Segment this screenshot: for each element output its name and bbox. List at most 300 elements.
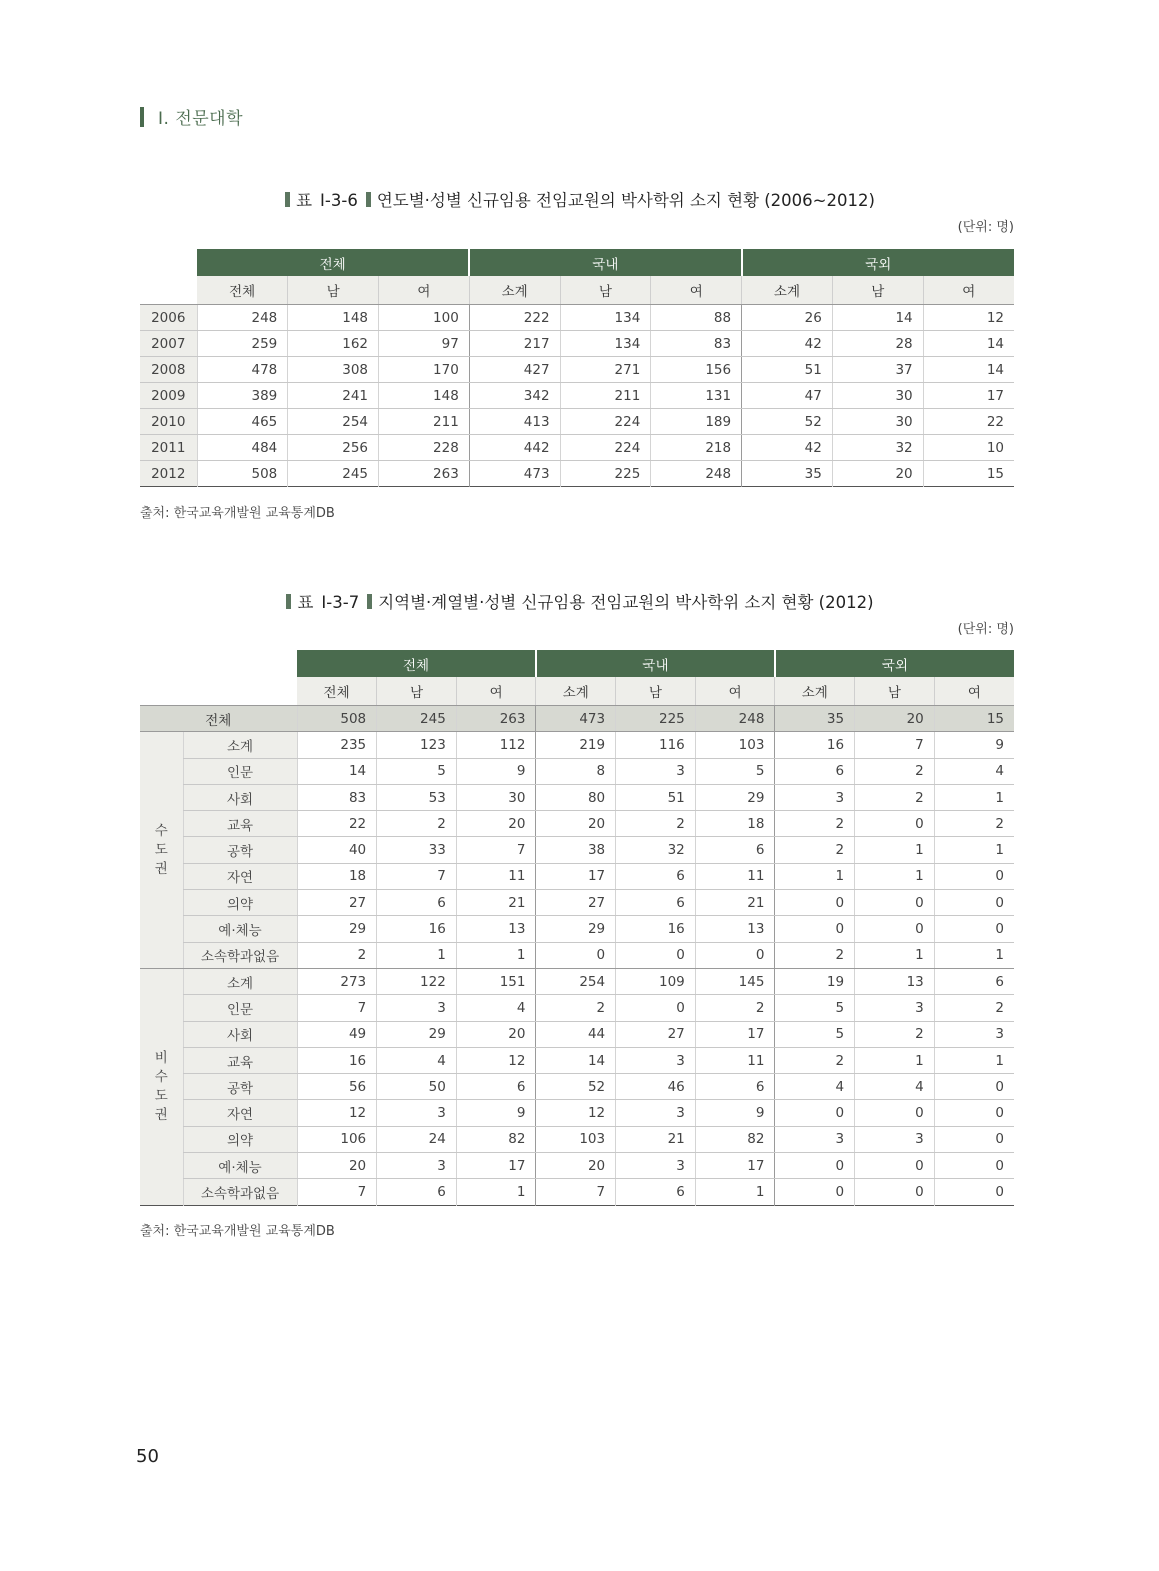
table-cell: 21: [456, 890, 536, 916]
table-cell: 20: [297, 1153, 377, 1179]
table-cell: 16: [616, 916, 696, 942]
table2-group-header: 국외: [775, 650, 1014, 677]
table-cell: 2: [695, 995, 775, 1021]
table-cell: 7: [536, 1179, 616, 1205]
table-cell: 51: [742, 357, 833, 383]
table-cell: 263: [379, 461, 470, 487]
table2-caption: [140, 589, 1014, 613]
table-cell: 52: [742, 409, 833, 435]
year-label: 2011: [140, 435, 197, 461]
table-cell: 29: [297, 916, 377, 942]
table-cell: 4: [934, 758, 1014, 784]
table-cell: 5: [775, 995, 855, 1021]
table-cell: 6: [695, 1074, 775, 1100]
table-cell: 30: [832, 409, 923, 435]
table-row: [140, 409, 1014, 435]
table-cell: 17: [695, 1021, 775, 1047]
table-cell: 1: [775, 863, 855, 889]
category-label: 의약: [183, 1126, 297, 1152]
table-cell: 2: [855, 784, 935, 810]
table-cell: 123: [377, 732, 457, 758]
table-cell: 6: [616, 890, 696, 916]
table-cell: 14: [536, 1047, 616, 1073]
table-cell: 38: [536, 837, 616, 863]
table1-caption-title: 연도별·성별 신규임용 전임교원의 박사학위 소지 현황 (2006~2012): [376, 191, 875, 210]
table-cell: 11: [695, 1047, 775, 1073]
table-row: [140, 383, 1014, 409]
table-cell: 7: [456, 837, 536, 863]
table-cell: 148: [288, 305, 379, 331]
table2-caption-number: Ⅰ-3-7: [321, 593, 360, 612]
table-cell: 80: [536, 784, 616, 810]
table-cell: 9: [934, 732, 1014, 758]
table-cell: 273: [297, 968, 377, 994]
caption-marker-icon: [286, 594, 291, 609]
table-cell: 245: [377, 706, 457, 732]
table-cell: 0: [934, 916, 1014, 942]
table-cell: 2: [377, 811, 457, 837]
table-cell: 245: [288, 461, 379, 487]
table-cell: 6: [775, 758, 855, 784]
table1: [140, 249, 1014, 487]
table-cell: 18: [297, 863, 377, 889]
table-cell: 7: [297, 995, 377, 1021]
table-cell: 116: [616, 732, 696, 758]
table2-sub-header: 여: [456, 677, 536, 706]
table-cell: 0: [855, 1153, 935, 1179]
table-cell: 248: [695, 706, 775, 732]
table-row: [140, 890, 1014, 916]
table-cell: 465: [197, 409, 288, 435]
table-cell: 0: [934, 1100, 1014, 1126]
table-cell: 122: [377, 968, 457, 994]
table-cell: 0: [536, 942, 616, 968]
table-cell: 1: [456, 942, 536, 968]
table-cell: 151: [456, 968, 536, 994]
caption-marker-icon: [366, 192, 371, 207]
year-label: 2009: [140, 383, 197, 409]
table-cell: 8: [536, 758, 616, 784]
table-cell: 20: [456, 811, 536, 837]
table-cell: 148: [379, 383, 470, 409]
table-cell: 16: [775, 732, 855, 758]
table-cell: 478: [197, 357, 288, 383]
table1-corner: [140, 249, 197, 276]
table-cell: 4: [855, 1074, 935, 1100]
table-cell: 83: [297, 784, 377, 810]
table-cell: 218: [651, 435, 742, 461]
table-cell: 0: [855, 1100, 935, 1126]
category-label: 자연: [183, 863, 297, 889]
category-label: 사회: [183, 1021, 297, 1047]
table-cell: 9: [456, 1100, 536, 1126]
table-cell: 28: [832, 331, 923, 357]
category-label: 공학: [183, 837, 297, 863]
year-label: 2012: [140, 461, 197, 487]
table-cell: 15: [923, 461, 1014, 487]
table1-sub-header: 여: [923, 276, 1014, 305]
table-cell: 228: [379, 435, 470, 461]
table2-group-header: 전체: [297, 650, 536, 677]
table-cell: 1: [934, 837, 1014, 863]
page-number: 50: [136, 1446, 159, 1467]
table-row: [140, 1179, 1014, 1205]
table-cell: 6: [377, 890, 457, 916]
table-cell: 308: [288, 357, 379, 383]
table-cell: 0: [855, 890, 935, 916]
table-cell: 30: [456, 784, 536, 810]
table-cell: 2: [536, 995, 616, 1021]
table-cell: 0: [934, 1074, 1014, 1100]
table-cell: 473: [536, 706, 616, 732]
table-cell: 0: [855, 1179, 935, 1205]
table-cell: 225: [560, 461, 651, 487]
table-cell: 44: [536, 1021, 616, 1047]
table-cell: 49: [297, 1021, 377, 1047]
table1-sub-header: 여: [379, 276, 470, 305]
table-cell: 134: [560, 331, 651, 357]
table1-group-header: 전체: [197, 249, 469, 276]
table-cell: 22: [923, 409, 1014, 435]
table-cell: 26: [742, 305, 833, 331]
table2-sub-header: 전체: [297, 677, 377, 706]
table-cell: 17: [456, 1153, 536, 1179]
table1-caption-number: Ⅰ-3-6: [320, 191, 358, 210]
table-cell: 14: [923, 331, 1014, 357]
table-cell: 1: [855, 837, 935, 863]
table2-sub-header: 소계: [536, 677, 616, 706]
table2-sub-header: 소계: [775, 677, 855, 706]
table2-caption-label: 표: [297, 593, 314, 612]
table-cell: 12: [456, 1047, 536, 1073]
year-label: 2006: [140, 305, 197, 331]
table-cell: 30: [832, 383, 923, 409]
table-cell: 0: [775, 890, 855, 916]
category-label: 사회: [183, 784, 297, 810]
table1-sub-header: 남: [560, 276, 651, 305]
table-cell: 32: [832, 435, 923, 461]
table-row: [140, 435, 1014, 461]
category-label: 인문: [183, 758, 297, 784]
table-cell: 442: [469, 435, 560, 461]
table1-group-header: 국내: [469, 249, 741, 276]
table-cell: 254: [536, 968, 616, 994]
table-cell: 248: [197, 305, 288, 331]
table-cell: 508: [197, 461, 288, 487]
table-cell: 6: [616, 1179, 696, 1205]
table-cell: 37: [832, 357, 923, 383]
year-label: 2007: [140, 331, 197, 357]
table-cell: 224: [560, 435, 651, 461]
table-row: [140, 995, 1014, 1021]
table-cell: 211: [560, 383, 651, 409]
table-cell: 4: [377, 1047, 457, 1073]
table-cell: 33: [377, 837, 457, 863]
table-cell: 3: [377, 1100, 457, 1126]
table-row: [140, 837, 1014, 863]
table-cell: 3: [775, 784, 855, 810]
table1-sub-header: 전체: [197, 276, 288, 305]
table-row: [140, 305, 1014, 331]
table-cell: 20: [832, 461, 923, 487]
category-label: 교육: [183, 1047, 297, 1073]
table-cell: 0: [855, 916, 935, 942]
table-row: [140, 916, 1014, 942]
table-cell: 21: [695, 890, 775, 916]
region-label: 비 수 도 권: [140, 968, 183, 1205]
table-cell: 42: [742, 435, 833, 461]
table-cell: 20: [536, 1153, 616, 1179]
table2-group-header: 국내: [536, 650, 775, 677]
table-cell: 156: [651, 357, 742, 383]
year-label: 2010: [140, 409, 197, 435]
table-cell: 0: [775, 1153, 855, 1179]
category-label: 예·체능: [183, 1153, 297, 1179]
table-cell: 5: [695, 758, 775, 784]
table-cell: 50: [377, 1074, 457, 1100]
table-row: [140, 357, 1014, 383]
table-cell: 3: [616, 1100, 696, 1126]
table-cell: 0: [616, 995, 696, 1021]
table-cell: 1: [934, 1047, 1014, 1073]
table-cell: 248: [651, 461, 742, 487]
table-cell: 224: [560, 409, 651, 435]
table-cell: 3: [775, 1126, 855, 1152]
table-cell: 2: [775, 811, 855, 837]
table-cell: 1: [695, 1179, 775, 1205]
table-row: [140, 1021, 1014, 1047]
table-row: [140, 942, 1014, 968]
table-row: [140, 331, 1014, 357]
table-cell: 6: [934, 968, 1014, 994]
table-cell: 112: [456, 732, 536, 758]
table-cell: 211: [379, 409, 470, 435]
table-cell: 1: [855, 863, 935, 889]
table-cell: 88: [651, 305, 742, 331]
table-cell: 6: [695, 837, 775, 863]
table-cell: 0: [934, 1126, 1014, 1152]
table-cell: 6: [456, 1074, 536, 1100]
table-cell: 3: [616, 1153, 696, 1179]
table2-caption-title: 지역별·계열별·성별 신규임용 전임교원의 박사학위 소지 현황 (2012): [378, 593, 874, 612]
table-cell: 5: [775, 1021, 855, 1047]
table2-sub-header: 여: [934, 677, 1014, 706]
table-cell: 16: [377, 916, 457, 942]
table-cell: 1: [377, 942, 457, 968]
table-cell: 103: [695, 732, 775, 758]
table-cell: 17: [695, 1153, 775, 1179]
table-cell: 14: [832, 305, 923, 331]
table-cell: 3: [855, 1126, 935, 1152]
table-cell: 27: [297, 890, 377, 916]
table-cell: 189: [651, 409, 742, 435]
table-cell: 2: [775, 837, 855, 863]
table1-group-header: 국외: [742, 249, 1014, 276]
table-row: [140, 784, 1014, 810]
table-cell: 162: [288, 331, 379, 357]
table-cell: 0: [855, 811, 935, 837]
caption-marker-icon: [285, 192, 290, 207]
table2-corner: [140, 677, 297, 706]
table-cell: 2: [855, 758, 935, 784]
table-cell: 100: [379, 305, 470, 331]
table-cell: 20: [456, 1021, 536, 1047]
total-label: 전체: [140, 706, 297, 732]
table-row: [140, 461, 1014, 487]
table2-sub-header: 남: [377, 677, 457, 706]
table-cell: 2: [934, 811, 1014, 837]
table1-sub-header: 남: [832, 276, 923, 305]
table2-unit: (단위: 명): [957, 622, 1014, 637]
table-cell: 17: [923, 383, 1014, 409]
table-cell: 7: [377, 863, 457, 889]
table-cell: 342: [469, 383, 560, 409]
category-label: 소계: [183, 968, 297, 994]
table-row: [140, 1126, 1014, 1152]
table-cell: 29: [695, 784, 775, 810]
table-cell: 13: [855, 968, 935, 994]
table-cell: 27: [536, 890, 616, 916]
category-label: 소계: [183, 732, 297, 758]
table-cell: 18: [695, 811, 775, 837]
table-cell: 3: [855, 995, 935, 1021]
table-cell: 82: [695, 1126, 775, 1152]
table-cell: 131: [651, 383, 742, 409]
table-cell: 3: [377, 1153, 457, 1179]
category-label: 교육: [183, 811, 297, 837]
table-cell: 1: [456, 1179, 536, 1205]
table-cell: 4: [775, 1074, 855, 1100]
table2-corner: [140, 650, 297, 677]
table-cell: 3: [616, 758, 696, 784]
region-label: 수 도 권: [140, 732, 183, 969]
table1-sub-header: 소계: [469, 276, 560, 305]
table-cell: 5: [377, 758, 457, 784]
table-cell: 52: [536, 1074, 616, 1100]
table2-sub-header: 남: [616, 677, 696, 706]
table-cell: 1: [855, 942, 935, 968]
table-cell: 0: [695, 942, 775, 968]
table-cell: 56: [297, 1074, 377, 1100]
chapter-marker-bar: [140, 107, 144, 127]
table-cell: 46: [616, 1074, 696, 1100]
table-cell: 97: [379, 331, 470, 357]
table-cell: 9: [695, 1100, 775, 1126]
table-row: [140, 968, 1014, 994]
table-cell: 82: [456, 1126, 536, 1152]
table-cell: 1: [934, 942, 1014, 968]
caption-marker-icon: [367, 594, 372, 609]
table-cell: 389: [197, 383, 288, 409]
year-label: 2008: [140, 357, 197, 383]
table-cell: 0: [775, 1100, 855, 1126]
table-cell: 20: [536, 811, 616, 837]
table-cell: 219: [536, 732, 616, 758]
table-cell: 0: [934, 1179, 1014, 1205]
chapter-header: [140, 104, 243, 129]
table1-sub-header: 남: [288, 276, 379, 305]
table2: [140, 650, 1014, 1206]
category-label: 의약: [183, 890, 297, 916]
table-cell: 254: [288, 409, 379, 435]
table-cell: 2: [775, 942, 855, 968]
table-cell: 0: [616, 942, 696, 968]
table-row: [140, 863, 1014, 889]
table-row: [140, 1153, 1014, 1179]
table-cell: 0: [934, 890, 1014, 916]
table-cell: 6: [616, 863, 696, 889]
table1-corner: [140, 276, 197, 305]
table-cell: 17: [536, 863, 616, 889]
table-row: [140, 758, 1014, 784]
table-cell: 14: [297, 758, 377, 784]
table-cell: 2: [855, 1021, 935, 1047]
table-cell: 12: [923, 305, 1014, 331]
table-cell: 508: [297, 706, 377, 732]
table1-caption: [140, 187, 1014, 211]
table-cell: 6: [377, 1179, 457, 1205]
table-row: [140, 1074, 1014, 1100]
table-cell: 11: [456, 863, 536, 889]
table1-unit: (단위: 명): [957, 220, 1014, 235]
table-cell: 259: [197, 331, 288, 357]
table-cell: 19: [775, 968, 855, 994]
table-cell: 484: [197, 435, 288, 461]
table-cell: 0: [775, 916, 855, 942]
table-cell: 12: [536, 1100, 616, 1126]
table-cell: 427: [469, 357, 560, 383]
table-cell: 40: [297, 837, 377, 863]
table-cell: 235: [297, 732, 377, 758]
table-cell: 2: [775, 1047, 855, 1073]
table-cell: 4: [456, 995, 536, 1021]
table2-sub-header: 여: [695, 677, 775, 706]
table-cell: 2: [297, 942, 377, 968]
table1-sub-header: 여: [651, 276, 742, 305]
table-cell: 42: [742, 331, 833, 357]
table1-source: 출처: 한국교육개발원 교육통계DB: [140, 506, 335, 521]
table1-sub-header: 소계: [742, 276, 833, 305]
table-cell: 2: [934, 995, 1014, 1021]
table-row: [140, 732, 1014, 758]
table-row: [140, 1047, 1014, 1073]
table-cell: 256: [288, 435, 379, 461]
table-cell: 35: [742, 461, 833, 487]
table-cell: 11: [695, 863, 775, 889]
table-cell: 2: [616, 811, 696, 837]
total-row: [140, 706, 1014, 732]
table-cell: 16: [297, 1047, 377, 1073]
table-row: [140, 1100, 1014, 1126]
table-cell: 0: [934, 863, 1014, 889]
table-cell: 3: [934, 1021, 1014, 1047]
category-label: 소속학과없음: [183, 1179, 297, 1205]
table-cell: 1: [855, 1047, 935, 1073]
table-row: [140, 811, 1014, 837]
table-cell: 22: [297, 811, 377, 837]
table-cell: 83: [651, 331, 742, 357]
table-cell: 7: [855, 732, 935, 758]
table-cell: 3: [616, 1047, 696, 1073]
table-cell: 9: [456, 758, 536, 784]
table-cell: 263: [456, 706, 536, 732]
table-cell: 222: [469, 305, 560, 331]
category-label: 공학: [183, 1074, 297, 1100]
table-cell: 35: [775, 706, 855, 732]
table2-sub-header: 남: [855, 677, 935, 706]
table-cell: 20: [855, 706, 935, 732]
table-cell: 12: [297, 1100, 377, 1126]
